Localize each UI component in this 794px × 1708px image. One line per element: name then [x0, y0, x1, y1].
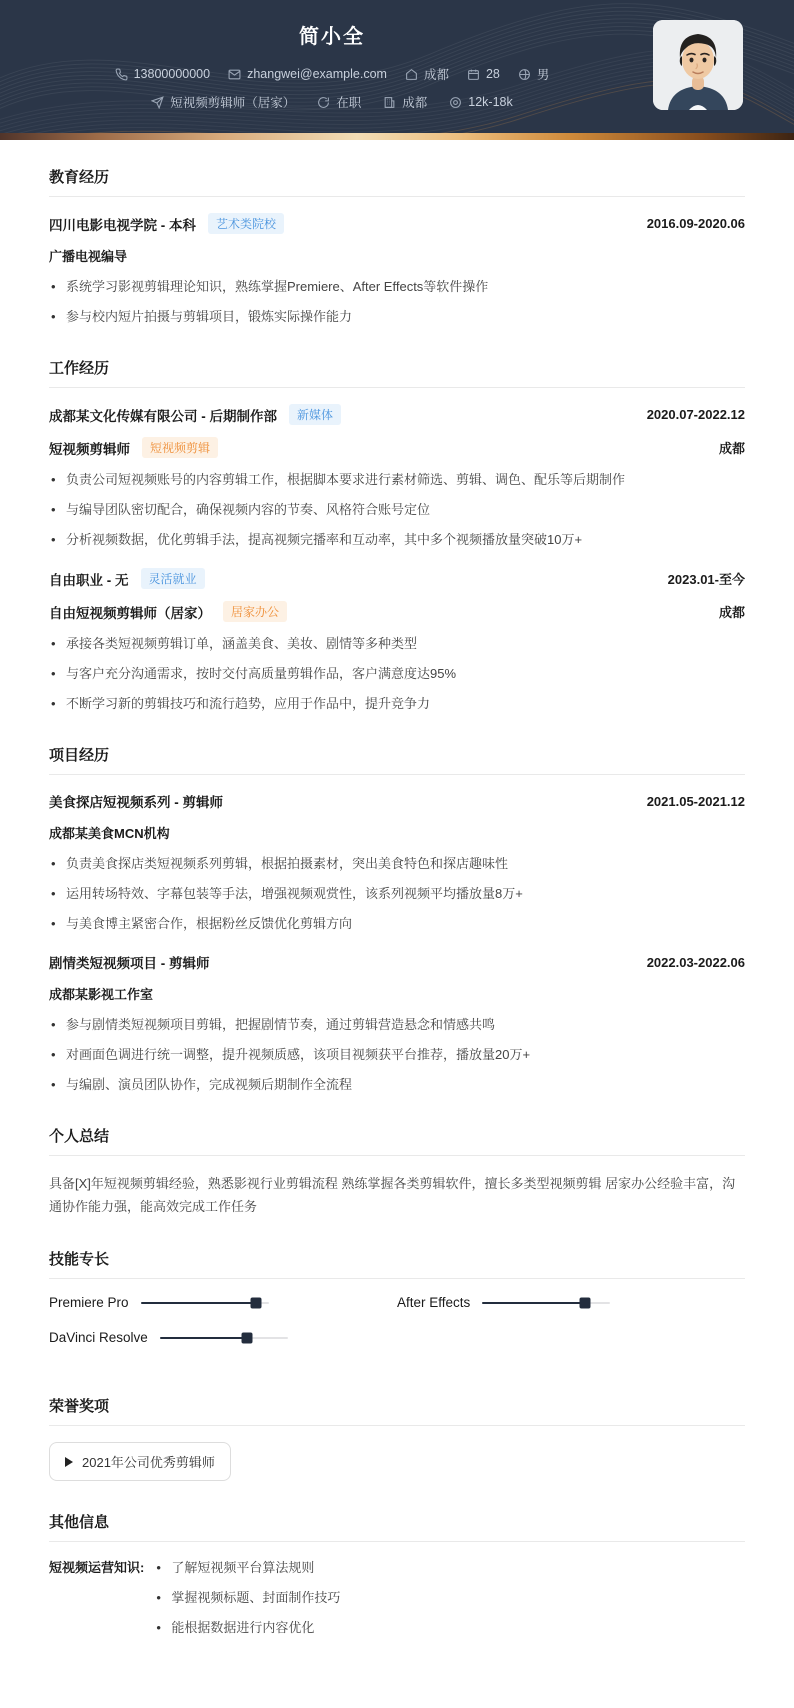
education-date: 2016.09-2020.06 — [646, 216, 745, 231]
project-bullet: • 对画面色调进行统一调整，提升视频质感，该项目视频获平台推荐，播放量20万+ — [49, 1045, 745, 1065]
resume-header — [0, 0, 794, 133]
avatar-portrait-illustration — [653, 20, 743, 110]
section-title-projects: 项目经历 — [49, 744, 745, 775]
email-value: zhangwei@example.com — [247, 67, 387, 81]
section-title-other: 其他信息 — [49, 1511, 745, 1542]
skill-fill-bar — [160, 1337, 247, 1339]
skill-label: DaVinci Resolve — [49, 1330, 148, 1345]
major-name: 广播电视编导 — [49, 249, 128, 264]
skill-slider[interactable] — [141, 1302, 269, 1304]
skill-label: After Effects — [397, 1295, 471, 1310]
send-icon — [151, 96, 164, 109]
school-badge: 艺术类院校 — [208, 213, 284, 234]
company-name: 自由职业 - 无 — [49, 572, 129, 588]
work-bullet-list — [49, 634, 745, 714]
other-bullet: • 能根据数据进行内容优化 — [154, 1618, 745, 1638]
avatar — [653, 20, 743, 110]
project-item-1 — [49, 791, 745, 934]
work-bullet: • 负责公司短视频账号的内容剪辑工作，根据脚本要求进行素材筛选、剪辑、调色、配乐等后期制作 — [49, 470, 745, 490]
section-summary — [49, 1125, 745, 1218]
skill-slider-handle[interactable] — [579, 1297, 590, 1308]
home-icon — [405, 68, 418, 81]
contact-row-secondary — [30, 93, 634, 111]
section-work — [49, 357, 745, 714]
skill-davinci-resolve — [49, 1330, 397, 1345]
skill-fill-bar — [482, 1302, 584, 1304]
project-bullet: • 负责美食探店类短视频系列剪辑，根据拍摄素材，突出美食特色和探店趣味性 — [49, 854, 745, 874]
project-item-2 — [49, 952, 745, 1095]
section-title-skills: 技能专长 — [49, 1248, 745, 1279]
other-bullet: • 掌握视频标题、封面制作技巧 — [154, 1588, 745, 1608]
status-icon — [317, 96, 330, 109]
education-bullet: • 系统学习影视剪辑理论知识，熟练掌握Premiere、After Effects等软件操作 — [49, 277, 745, 297]
candidate-name: 简小全 — [299, 26, 365, 48]
work-bullet: • 不断学习新的剪辑技巧和流行趋势，应用于作品中，提升竞争力 — [49, 694, 745, 714]
mail-icon — [228, 68, 241, 81]
job-status-item — [317, 93, 361, 111]
section-education — [49, 166, 745, 327]
section-other — [49, 1511, 745, 1648]
skill-slider-handle[interactable] — [250, 1297, 261, 1308]
project-bullet-list — [49, 1015, 745, 1095]
salary-icon — [449, 96, 462, 109]
role-name: 自由短视频剪辑师（居家） — [49, 605, 211, 621]
work-date: 2023.01-至今 — [667, 572, 745, 587]
skill-slider-handle[interactable] — [241, 1332, 252, 1343]
honor-label: 2021年公司优秀剪辑师 — [82, 1455, 215, 1470]
project-bullet: • 参与剧情类短视频项目剪辑，把握剧情节奏，通过剪辑营造悬念和情感共鸣 — [49, 1015, 745, 1035]
header-accent-gradient-bar — [0, 133, 794, 140]
job-status-value: 在职 — [336, 96, 362, 110]
job-title-value: 短视频剪辑师（居家） — [170, 96, 296, 110]
section-title-summary: 个人总结 — [49, 1125, 745, 1156]
skill-slider[interactable] — [482, 1302, 610, 1304]
role-badge: 短视频剪辑 — [142, 437, 218, 458]
phone-value: 13800000000 — [133, 67, 211, 81]
job-title-item — [151, 93, 295, 111]
project-name: 美食探店短视频系列 - 剪辑师 — [49, 795, 223, 810]
project-bullet: • 运用转场特效、字幕包装等手法，增强视频观赏性，该系列视频平均播放量8万+ — [49, 884, 745, 904]
work-bullet-list — [49, 470, 745, 550]
role-name: 短视频剪辑师 — [49, 441, 130, 457]
work-bullet: • 与编导团队密切配合，确保视频内容的节奏、风格符合账号定位 — [49, 500, 745, 520]
section-honors — [49, 1395, 745, 1481]
salary-item — [449, 95, 512, 109]
gender-icon — [518, 68, 531, 81]
city-item — [405, 65, 449, 83]
work-item-2 — [49, 568, 745, 714]
education-bullet-list — [49, 277, 745, 327]
education-item — [49, 213, 745, 327]
section-title-honors: 荣誉奖项 — [49, 1395, 745, 1426]
work-city-value: 成都 — [402, 96, 428, 110]
other-bullet: • 了解短视频平台算法规则 — [154, 1558, 745, 1578]
skill-premiere-pro — [49, 1295, 397, 1310]
salary-value: 12k-18k — [468, 95, 513, 109]
age-icon — [467, 68, 480, 81]
project-org: 成都某美食MCN机构 — [49, 826, 170, 841]
skill-fill-bar — [141, 1302, 256, 1304]
section-title-education: 教育经历 — [49, 166, 745, 197]
education-bullet: • 参与校内短片拍摄与剪辑项目，锻炼实际操作能力 — [49, 307, 745, 327]
section-title-work: 工作经历 — [49, 357, 745, 388]
age-value: 28 — [485, 67, 500, 81]
section-projects — [49, 744, 745, 1095]
skill-after-effects — [397, 1295, 745, 1310]
email-item — [228, 67, 387, 81]
skill-label: Premiere Pro — [49, 1295, 129, 1310]
gender-value: 男 — [536, 68, 550, 82]
work-city-item — [383, 93, 427, 111]
city-value: 成都 — [423, 68, 449, 82]
skill-slider[interactable] — [160, 1337, 288, 1339]
role-badge: 居家办公 — [223, 601, 287, 622]
project-date: 2022.03-2022.06 — [646, 954, 745, 970]
project-bullet: • 与美食博主紧密合作，根据粉丝反馈优化剪辑方向 — [49, 914, 745, 934]
project-bullet: • 与编剧、演员团队协作，完成视频后期制作全流程 — [49, 1075, 745, 1095]
play-icon — [65, 1457, 73, 1467]
honor-chip-button[interactable] — [49, 1442, 231, 1481]
resume-body — [0, 140, 794, 1708]
project-bullet-list — [49, 854, 745, 934]
summary-text: 具备[X]年短视频剪辑经验，熟悉影视行业剪辑流程 熟练掌握各类剪辑软件，擅长多类型视频剪辑 居家办公经验丰富，沟通协作能力强，能高效完成工作任务 — [49, 1176, 736, 1214]
gender-item — [518, 65, 550, 83]
company-badge: 灵活就业 — [141, 568, 205, 589]
skills-grid — [49, 1295, 745, 1365]
work-item-1 — [49, 404, 745, 550]
project-date: 2021.05-2021.12 — [646, 793, 745, 809]
work-bullet: • 承接各类短视频剪辑订单，涵盖美食、美妆、剧情等多种类型 — [49, 634, 745, 654]
other-info-label: 短视频运营知识: — [49, 1560, 145, 1575]
work-location: 成都 — [718, 441, 745, 456]
building-icon — [383, 96, 396, 109]
company-name: 成都某文化传媒有限公司 - 后期制作部 — [49, 408, 277, 424]
work-bullet: • 与客户充分沟通需求，按时交付高质量剪辑作品，客户满意度达95% — [49, 664, 745, 684]
other-info-row — [49, 1558, 745, 1648]
work-bullet: • 分析视频数据，优化剪辑手法，提高视频完播率和互动率，其中多个视频播放量突破10万+ — [49, 530, 745, 550]
other-bullet-list — [154, 1558, 745, 1648]
school-name: 四川电影电视学院 - 本科 — [49, 217, 196, 233]
work-date: 2020.07-2022.12 — [646, 407, 745, 422]
phone-icon — [115, 68, 128, 81]
company-badge: 新媒体 — [289, 404, 341, 425]
phone-item — [115, 67, 210, 81]
section-skills — [49, 1248, 745, 1365]
contact-row-primary — [30, 65, 634, 83]
project-name: 剧情类短视频项目 - 剪辑师 — [49, 956, 210, 971]
age-item — [467, 67, 500, 81]
work-location: 成都 — [718, 605, 745, 620]
project-org: 成都某影视工作室 — [49, 987, 154, 1002]
